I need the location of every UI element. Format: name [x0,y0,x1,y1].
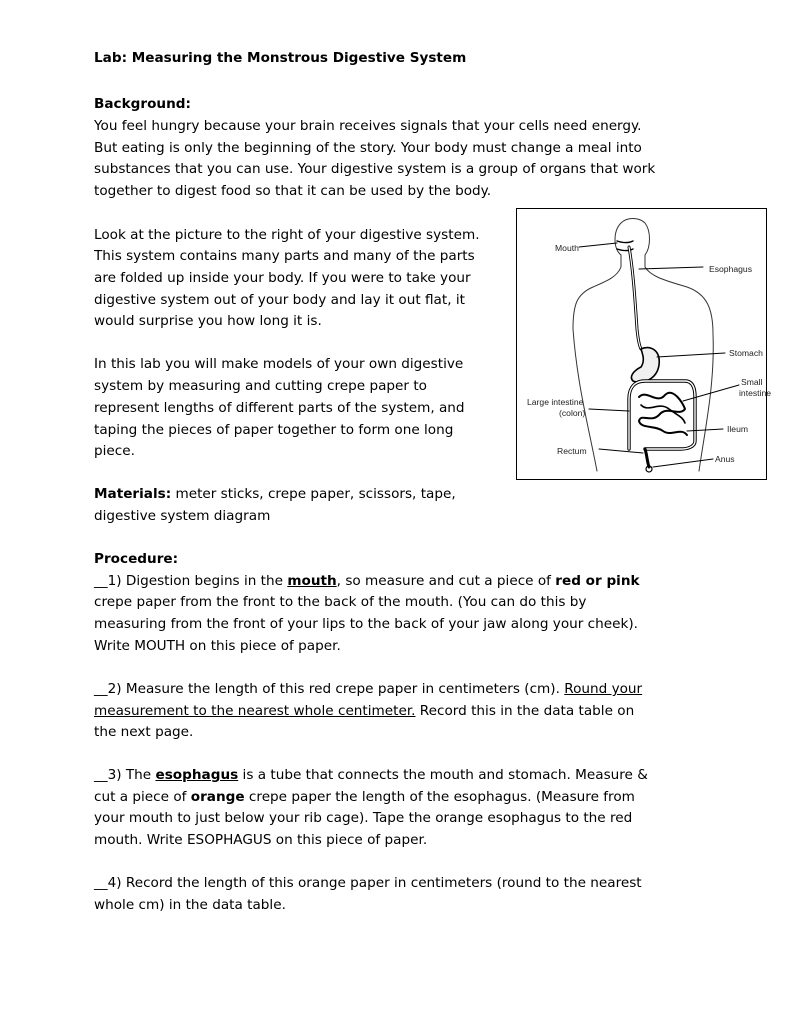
label-small-intestine: intestine [739,388,772,398]
step-text: __2) Measure the length of this red crepe paper in centimeters (cm). [94,681,565,697]
step-line: Write MOUTH on this piece of paper. [94,638,341,654]
background-line: are folded up inside your body. If you were to take your [94,270,471,286]
step-line [94,787,635,809]
large-intestine-icon [629,381,695,449]
background-line: But eating is only the beginning of the story. Your body must change a meal into [94,140,642,156]
keyword-orange: orange [190,789,245,805]
pointer-line [653,459,713,467]
label-ileum: Ileum [727,424,749,434]
step-text: __1) Digestion begins in the [94,573,288,589]
label-large-intestine: Large intestine [527,397,584,407]
procedure-step-4: __4) Record the length of this orange paper in centimeters (round to the nearest [94,875,642,891]
materials-list: meter sticks, crepe paper, scissors, tape, [171,486,456,502]
pointer-line [579,243,617,247]
label-anus: Anus [715,454,735,464]
keyword-red-or-pink: red or pink [555,573,640,589]
background-line: digestive system out of your body and lay it out flat, it [94,292,465,308]
pointer-line [599,449,643,453]
pointer-line [639,267,703,269]
procedure-step-1 [94,571,640,593]
step-line [94,701,634,723]
background-line: together to digest food so that it can be used by the body. [94,183,492,199]
background-line: taping the pieces of paper together to form one long [94,422,454,438]
step-text: , so measure and cut a piece of [336,573,556,589]
label-stomach: Stomach [729,348,763,358]
rectum-icon [645,449,649,467]
label-mouth: Mouth [555,243,579,253]
background-line: would surprise you how long it is. [94,313,322,329]
background-line: represent lengths of different parts of the system, and [94,400,465,416]
background-line: piece. [94,443,135,459]
step-line: measuring from the front of your lips to the back of your jaw along your cheek). [94,616,638,632]
pointer-line [589,409,629,411]
digestive-system-diagram [516,208,772,480]
background-line: You feel hungry because your brain receives signals that your cells need energy. [94,118,642,134]
procedure-step-3 [94,765,648,787]
materials-line: digestive system diagram [94,508,271,524]
materials-heading: Materials: [94,486,172,502]
procedure-heading: Procedure: [94,551,179,567]
label-colon: (colon) [559,408,586,418]
step-text: Record this in the data table on [415,703,635,719]
underlined-instruction: Round your [564,681,643,697]
label-rectum: Rectum [557,446,587,456]
materials-line [94,484,456,506]
step-line: your mouth to just below your rib cage). Tape the orange esophagus to the red [94,810,633,826]
background-heading: Background: [94,96,191,112]
background-line: substances that you can use. Your digestive system is a group of organs that work [94,161,656,177]
label-esophagus: Esophagus [709,264,753,274]
stomach-icon [631,348,659,383]
keyword-mouth: mouth [287,573,337,589]
pointer-line [657,353,725,357]
step-line: mouth. Write ESOPHAGUS on this piece of paper. [94,832,428,848]
underlined-instruction: measurement to the nearest whole centimeter. [94,703,416,719]
background-line: This system contains many parts and many of the parts [94,248,475,264]
label-small-intestine: Small [741,377,763,387]
procedure-step-2 [94,679,642,701]
step-line: crepe paper from the front to the back of the mouth. (You can do this by [94,594,587,610]
lab-title: Lab: Measuring the Monstrous Digestive System [94,50,467,66]
background-line: In this lab you will make models of your own digestive [94,356,464,372]
background-line: system by measuring and cutting crepe paper to [94,378,427,394]
small-intestine-icon [641,405,685,423]
step-text: is a tube that connects the mouth and stomach. Measure & [238,767,648,783]
step-text: crepe paper the length of the esophagus. (Measure from [244,789,635,805]
step-text: cut a piece of [94,789,191,805]
step-line: the next page. [94,724,194,740]
body-outline [573,255,621,471]
small-intestine-icon [639,393,687,435]
step-text: __3) The [94,767,156,783]
background-line: Look at the picture to the right of your digestive system. [94,227,480,243]
step-line: whole cm) in the data table. [94,897,286,913]
keyword-esophagus: esophagus [155,767,239,783]
